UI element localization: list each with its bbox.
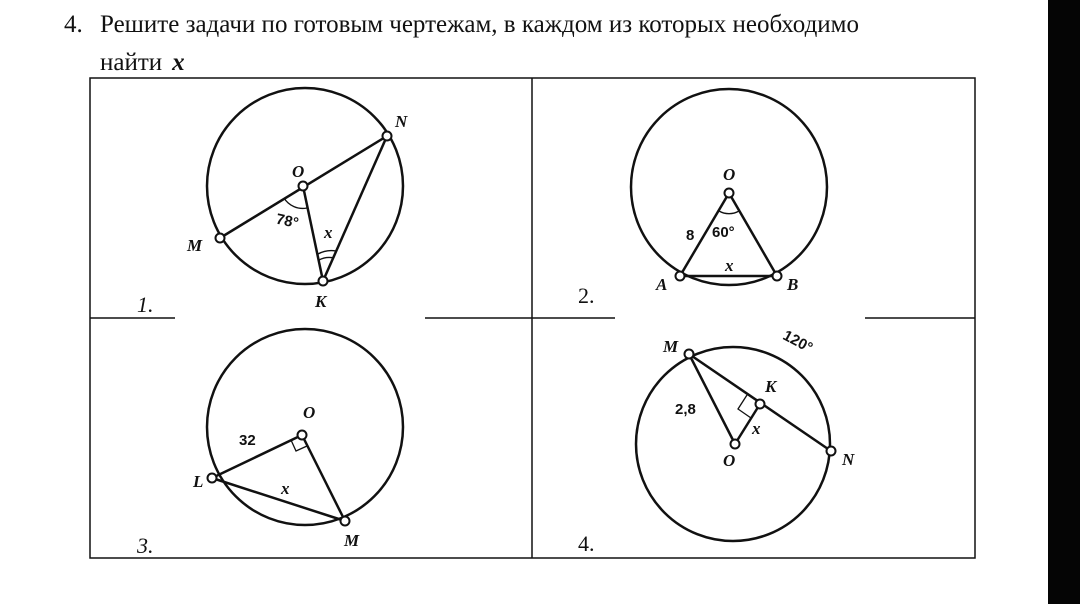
fig1-number: 1.	[137, 292, 154, 317]
fig1-label-K: K	[315, 292, 327, 311]
fig4-label-N: N	[842, 450, 855, 469]
fig1-point-M	[216, 234, 225, 243]
fig4-point-K	[756, 400, 765, 409]
figure-1	[137, 88, 408, 317]
fig2-side-OB	[729, 193, 777, 276]
fig2-unknown-x: x	[725, 256, 734, 275]
fig4-side-value: 2,8	[675, 401, 696, 418]
figure-3	[136, 329, 403, 558]
fig4-arc-value: 120°	[779, 327, 816, 357]
fig1-point-N	[383, 132, 392, 141]
fig3-point-O	[298, 431, 307, 440]
fig4-point-N	[827, 447, 836, 456]
fig2-point-O	[725, 189, 734, 198]
task-text-find: найти	[100, 49, 163, 76]
fig2-point-A	[676, 272, 685, 281]
fig1-angle-arc-K2	[318, 251, 336, 254]
fig3-point-M	[341, 517, 350, 526]
fig3-side-value: 32	[239, 432, 256, 449]
fig3-side-LM	[212, 478, 345, 521]
task-number: 4.	[64, 11, 83, 38]
fig4-label-K: K	[765, 377, 777, 396]
fig2-number: 2.	[578, 283, 595, 308]
grid-lines	[90, 78, 975, 558]
task-text-line-1: Решите задачи по готовым чертежам, в каждом из которых необходимо	[100, 11, 859, 38]
task-variable: x	[172, 49, 185, 76]
fig2-label-B: B	[787, 275, 799, 294]
fig3-label-O: O	[303, 403, 316, 422]
fig2-label-A: A	[656, 275, 668, 294]
fig4-number: 4.	[578, 531, 595, 556]
fig3-unknown-x: x	[281, 479, 290, 498]
fig1-label-N: N	[395, 112, 408, 131]
fig3-side-LO	[212, 435, 302, 478]
figure-2	[578, 89, 827, 308]
fig2-angle-value: 60°	[712, 224, 735, 241]
fig4-unknown-x: x	[752, 419, 761, 438]
fig3-number: 3.	[137, 533, 154, 558]
fig1-point-K	[319, 277, 328, 286]
fig2-angle-arc-O	[719, 211, 739, 214]
fig3-point-L	[208, 474, 217, 483]
fig4-point-O	[731, 440, 740, 449]
fig3-label-M: M	[344, 531, 360, 550]
fig1-chord-NK	[323, 136, 387, 281]
fig1-angle-arc-O	[284, 198, 307, 208]
fig1-angle-value: 78°	[274, 210, 301, 233]
fig1-label-O: O	[292, 162, 305, 181]
fig4-label-O: O	[723, 451, 736, 470]
fig2-side-value: 8	[686, 227, 695, 244]
fig3-circle	[207, 329, 403, 525]
fig1-label-M: M	[187, 236, 203, 255]
fig1-unknown-x: x	[324, 223, 333, 242]
fig2-label-O: O	[723, 165, 736, 184]
fig4-radius-OM	[689, 354, 735, 444]
fig1-point-O	[299, 182, 308, 191]
fig2-point-B	[773, 272, 782, 281]
fig1-radius-OK	[303, 186, 323, 281]
figure-4	[578, 327, 855, 556]
fig4-point-M	[685, 350, 694, 359]
fig3-label-L: L	[193, 472, 204, 491]
fig4-right-angle-mark	[738, 395, 751, 418]
fig4-label-M: M	[663, 337, 679, 356]
